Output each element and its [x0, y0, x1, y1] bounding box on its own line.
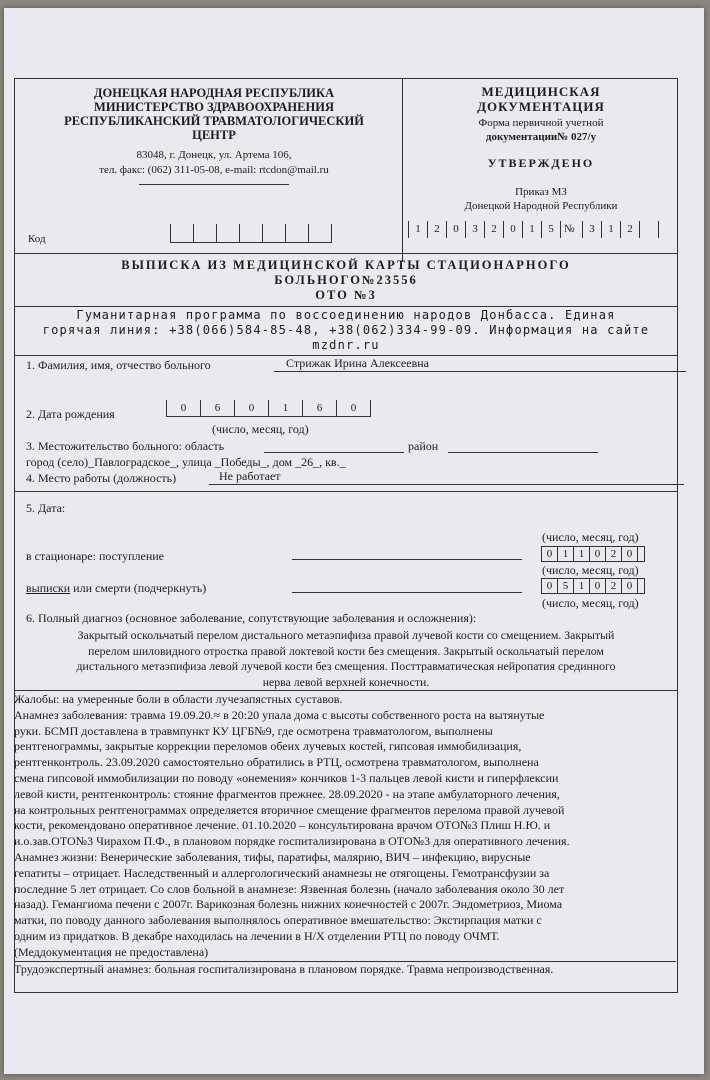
kod-boxes	[170, 224, 332, 243]
admit-hint: (число, месяц, год)	[542, 530, 639, 544]
title-line-1: ВЫПИСКА ИЗ МЕДИЦИНСКОЙ КАРТЫ СТАЦИОНАРНОГО	[121, 258, 571, 272]
discharge-date-boxes: 0 5 1 0 2 0	[541, 578, 645, 594]
med-doc-title-2: ДОКУМЕНТАЦИЯ	[477, 99, 605, 114]
institution-address: 83048, г. Донецк, ул. Артема 106,	[136, 149, 292, 161]
workplace-label: 4. Место работы (должность)	[26, 471, 177, 485]
admission-line	[292, 559, 522, 560]
title-line-3: ОТО №3	[315, 288, 377, 302]
kod-label: Код	[28, 233, 46, 245]
document-type-header	[408, 84, 674, 213]
order-number-boxes: 3 1 2	[582, 221, 659, 238]
birth-date-label: 2. Дата рождения	[26, 407, 115, 421]
order-no-label: №	[564, 223, 575, 235]
diagnosis-label: 6. Полный диагноз (основное заболевание, сопутствующие заболевания и осложнения):	[26, 611, 477, 625]
document-title	[14, 258, 678, 303]
discharge-hint-2: (число, месяц, год)	[542, 596, 639, 610]
title-line-2: БОЛЬНОГО№23556	[274, 273, 418, 287]
form-line-1: Форма первичной учетной	[478, 117, 604, 129]
banner-divider	[14, 306, 678, 307]
signature-line	[139, 184, 289, 185]
workplace-value: Не работает	[209, 469, 684, 485]
residence-address: город (село)_Павлоградское_, улица _Победы_, дом _26_, кв._	[26, 455, 346, 469]
med-doc-title-1: МЕДИЦИНСКАЯ	[481, 84, 601, 99]
banner-line-2: горячая линия: +38(066)584-85-48, +38(062)334-99-09. Информация на сайте	[42, 323, 650, 337]
field5-divider	[14, 491, 678, 492]
form-number: документации№ 027/у	[485, 131, 597, 143]
diagnosis-text: Закрытый оскольчатый перелом дистального метаэпифиза правой лучевой кости со смещением. Закрытый перелом шиловидного отростка правой локтевой кости без смещения. Закрытый оскольчатый перелом дистального метаэпифиза левой лучевой кости без смещения. Посттравматическая нейропатия срединного нерва левой верхней конечности.	[76, 628, 616, 689]
complaints: Жалобы: на умеренные боли в области лучезапястных суставов.	[14, 692, 343, 706]
anamnesis-divider	[14, 690, 678, 691]
institution-header	[20, 86, 408, 185]
center-name-2: ЦЕНТР	[192, 128, 236, 142]
admission-date-boxes: 0 1 1 0 2 0	[541, 546, 645, 562]
center-name: РЕСПУБЛИКАНСКИЙ ТРАВМАТОЛОГИЧЕСКИЙ	[64, 114, 364, 128]
work-anamnesis: Трудоэкспертный анамнез: больная госпитализирована в плановом порядке. Травма непроизводственная.	[14, 961, 676, 978]
document-page	[4, 8, 704, 1074]
district-line	[448, 452, 598, 453]
title-divider	[14, 253, 678, 254]
order-line-1: Приказ МЗ	[515, 186, 567, 198]
admission-label: в стационаре: поступление	[26, 549, 164, 563]
discharge-label: выписки или смерти (подчеркнуть)	[26, 581, 207, 595]
hotline-banner	[14, 308, 678, 353]
region-line	[264, 452, 404, 453]
anamnesis-section: Жалобы: на умеренные боли в области лучезапястных суставов. Анамнез заболевания: травма 19.09.20.≈ в 20:20 упала дома с высоты собственного роста на вытянутые руки. БСМП доставлена в травмпункт КУ ЦГБ№9, где осмотрена травматологом, выполнены рентгенограммы, закрытые коррекции переломов обеих лучевых костей, гипсовая иммобилизация, рентгенконтроль. 23.09.2020 самостоятельно обратились в РТЦ, осмотрена травматологом, выполнена смена гипсовой иммобилизации по поводу «онемения» кончиков 1-3 пальцев левой кисти и гиперфлексии левой кисти, рентгенконтроль: стояние фрагментов прежнее. 28.09.2020 - на этапе амбулаторного лечения, на контрольных рентгенограммах определяется вторичное смещение фрагментов перелома правой лучевой кости, рекомендовано оперативное лечение. 01.10.2020 – консультирована врачом ОТО№3 Плиш Н.Ю. и и.о.зав.ОТО№3 Чирахом П.Ф., в плановом порядке госпитализирована в ОТО№3 для оперативного лечения. Анамнез жизни: Венерические заболевания, тифы, паратифы, малярию, ВИЧ – инфекцию, вирусные гепатиты – отрицает. Наследственный и аллергологический анамнезы не отягощены. Гемотрансфузии за последние 5 лет отрицает. Со слов больной в анамнезе: Язвенная болезнь (начало заболевания около 30 лет назад). Гемангиома печени с 2007г. Варикозная болезнь нижних конечностей с 2007г. Эндометриоз, Миома матки, по поводу данного заболевания выполнялось оперативное вмешательство: Экстирпация матки с одним из придатков. В декабре находилась на лечении в Н/Х отделении РТЦ по поводу ОЧМТ. (Меддокументация не предоставлена) Трудоэкспертный анамнез: больная госпитализирована в плановом порядке. Травма непроизводственная.	[14, 692, 676, 977]
country-name: ДОНЕЦКАЯ НАРОДНАЯ РЕСПУБЛИКА	[93, 86, 335, 100]
patient-name-value: Стрижак Ирина Алексеевна	[274, 356, 686, 372]
header-divider	[402, 78, 403, 262]
district-label: район	[408, 439, 439, 453]
order-line-2: Донецкой Народной Республики	[464, 200, 618, 212]
patient-name-label: 1. Фамилия, имя, отчество больного	[26, 358, 211, 372]
birth-date-hint: (число, месяц, год)	[212, 422, 309, 436]
approved-label: УТВЕРЖДЕНО	[487, 156, 595, 170]
discharge-hint: (число, месяц, год)	[542, 563, 639, 577]
banner-line-3: mzdnr.ru	[312, 338, 380, 352]
discharge-line	[292, 592, 522, 593]
order-date-boxes: 1 2 0 3 2 0 1 5	[408, 221, 561, 238]
ministry-name: МИНИСТЕРСТВО ЗДРАВООХРАНЕНИЯ	[94, 100, 334, 114]
institution-contacts: тел. факс: (062) 311-05-08, e-mail: rtcdon@mail.ru	[99, 164, 329, 176]
residence-label: 3. Местожительство больного: область	[26, 439, 225, 453]
banner-line-1: Гуманитарная программа по воссоединению народов Донбасса. Единая	[76, 308, 616, 322]
dates-label: 5. Дата:	[26, 501, 66, 515]
birth-date-boxes: 0 6 0 1 6 0	[166, 400, 371, 417]
